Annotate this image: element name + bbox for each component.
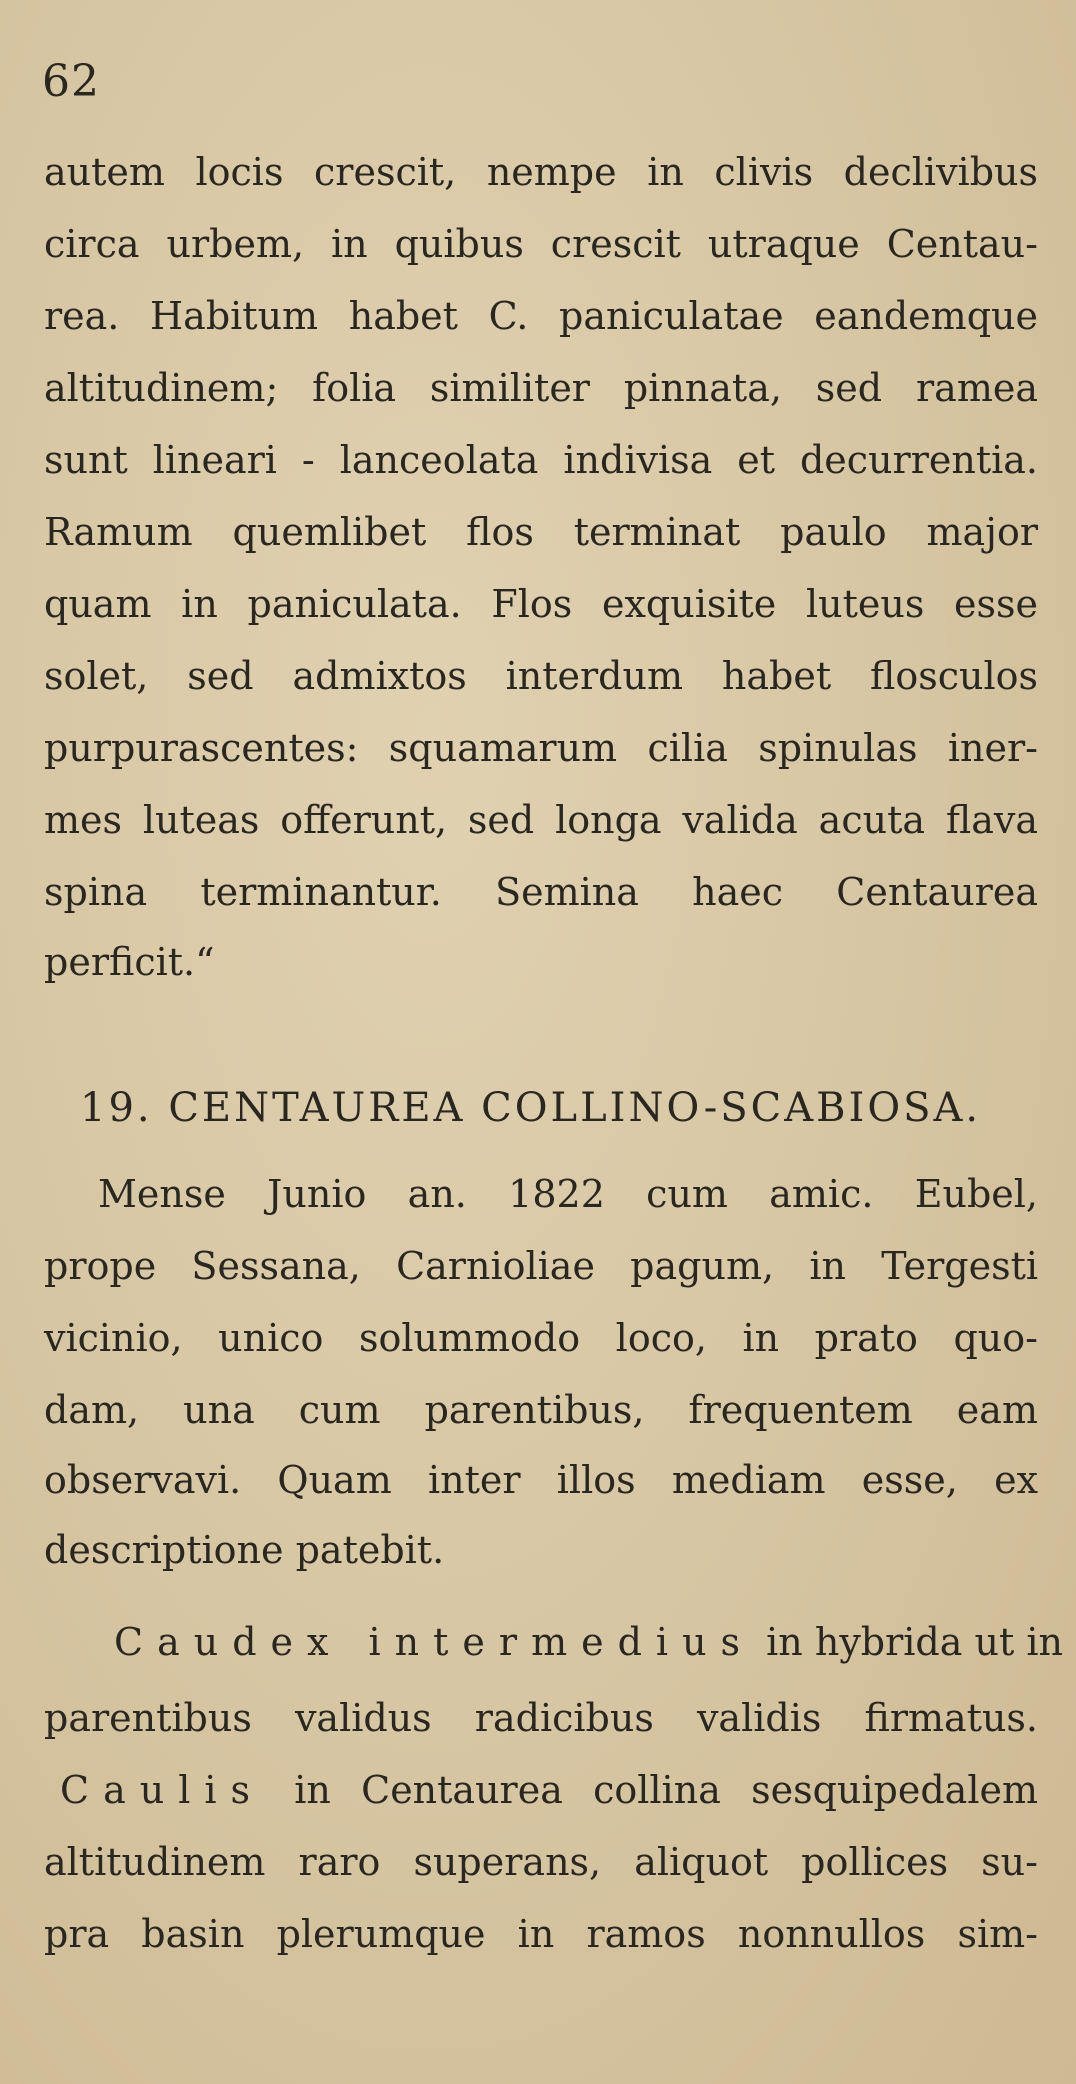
section-heading: 19. CENTAUREA COLLINO-SCABIOSA. (80, 1085, 982, 1131)
text-line: altitudinem raro superans, aliquot pollices su- (44, 1840, 1038, 1884)
text-line: sunt lineari - lanceolata indivisa et decurrentia. (44, 438, 1038, 482)
text-line: Mense Junio an. 1822 cum amic. Eubel, (98, 1172, 1038, 1216)
text-line (114, 1612, 1063, 1672)
text-line: pra basin plerumque in ramos nonnullos sim- (44, 1912, 1038, 1956)
term-caudex: Caudex intermedius (114, 1620, 755, 1664)
text-line: solet, sed admixtos interdum habet flosculos (44, 654, 1038, 698)
text-line: prope Sessana, Carnioliae pagum, in Tergesti (44, 1244, 1038, 1288)
text-line: quam in paniculata. Flos exquisite luteus esse (44, 582, 1038, 626)
text-line: rea. Habitum habet C. paniculatae eandemque (44, 294, 1038, 338)
text-line: mes luteas offerunt, sed longa valida acuta flava (44, 798, 1038, 842)
text-line: spina terminantur. Semina haec Centaurea (44, 870, 1038, 914)
text-line: descriptione patebit. (44, 1528, 445, 1572)
text-line: parentibus validus radicibus validis firmatus. (44, 1696, 1038, 1740)
text-line: circa urbem, in quibus crescit utraque Centau- (44, 222, 1038, 266)
text-line: Ramum quemlibet flos terminat paulo major (44, 510, 1038, 554)
text-line: dam, una cum parentibus, frequentem eam (44, 1388, 1038, 1432)
text-line: vicinio, unico solummodo loco, in prato quo- (44, 1316, 1038, 1360)
term-caulis: Caulis (60, 1768, 265, 1812)
text-line (60, 1760, 1038, 1820)
text-line: altitudinem; folia similiter pinnata, sed ramea (44, 366, 1038, 410)
text-line: autem locis crescit, nempe in clivis declivibus (44, 150, 1038, 194)
text-line: observavi. Quam inter illos mediam esse, ex (44, 1458, 1038, 1502)
text-fragment: in Centaurea collina sesquipedalem (264, 1768, 1038, 1812)
text-line: perficit.“ (44, 940, 215, 984)
text-line: purpurascentes: squamarum cilia spinulas iner- (44, 726, 1038, 770)
page-number: 62 (42, 56, 100, 107)
text-fragment: in hybrida ut in (754, 1620, 1063, 1664)
